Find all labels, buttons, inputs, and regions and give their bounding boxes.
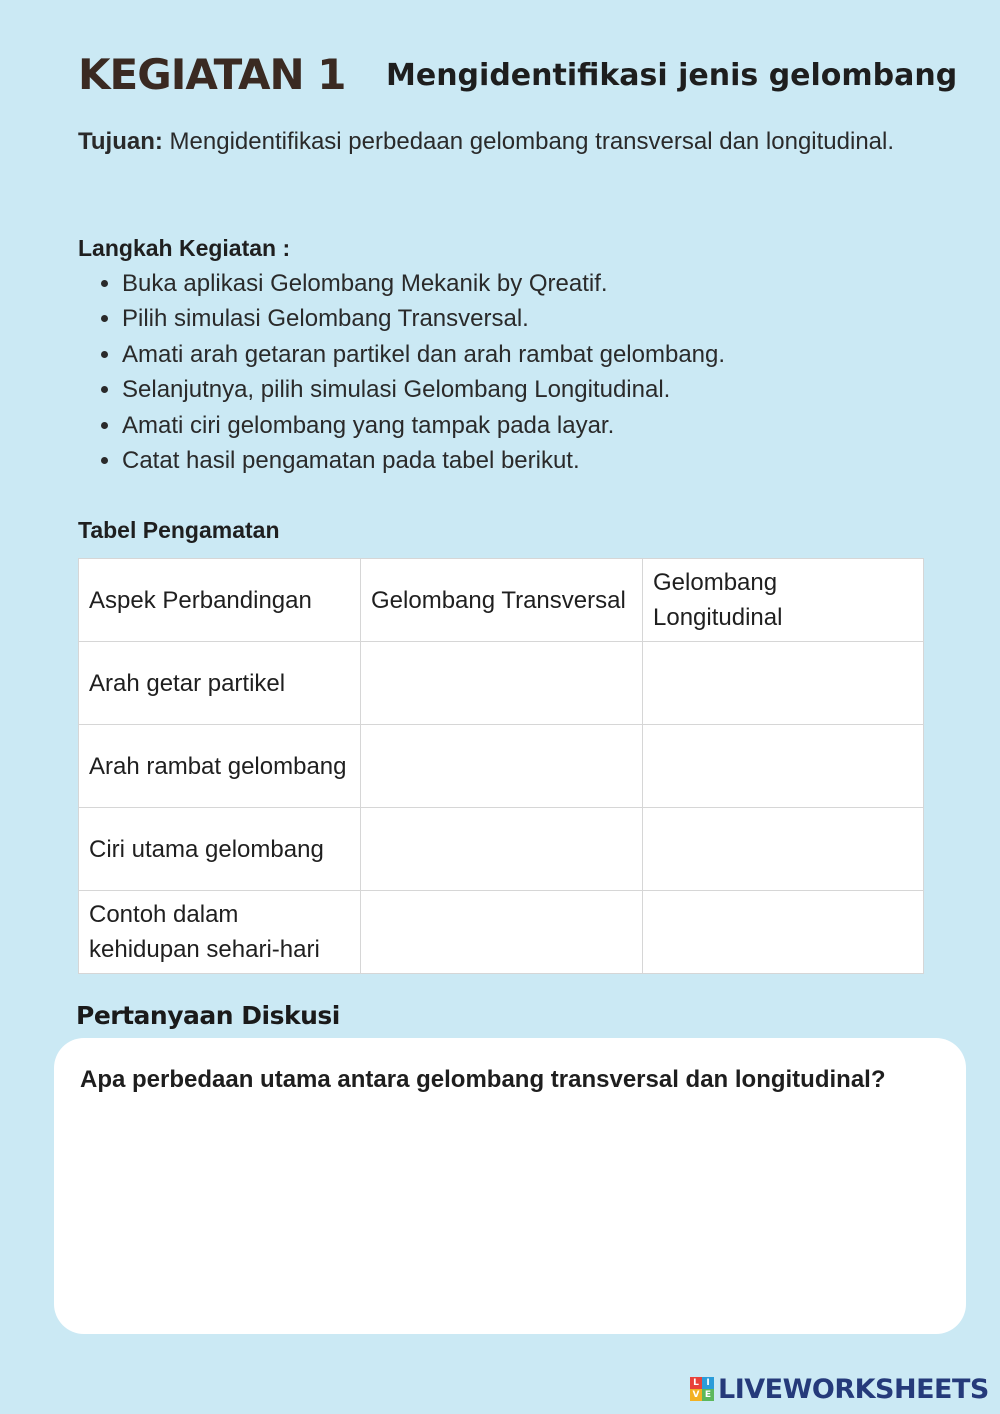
table-row [79, 642, 924, 725]
answer-cell-longitudinal[interactable] [643, 642, 924, 725]
brand-name: LIVEWORKSHEETS [718, 1373, 989, 1405]
discussion-answer-box [54, 1038, 966, 1334]
column-header-longitudinal: Gelombang Longitudinal [643, 559, 924, 642]
observation-table [78, 558, 924, 974]
activity-title: Mengidentifikasi jenis gelombang [386, 58, 958, 93]
step-item: • Amati arah getaran partikel dan arah rambat gelombang. [122, 337, 725, 372]
step-item: • Selanjutnya, pilih simulasi Gelombang Longitudinal. [122, 372, 725, 407]
steps-list [78, 266, 725, 478]
table-row [79, 891, 924, 974]
logo-letter: I [702, 1377, 714, 1389]
logo-letter: E [702, 1389, 714, 1401]
answer-cell-longitudinal[interactable] [643, 725, 924, 808]
table-heading: Tabel Pengamatan [78, 517, 280, 543]
answer-cell-transversal[interactable] [361, 808, 643, 891]
discussion-heading: Pertanyaan Diskusi [76, 1001, 340, 1030]
answer-cell-transversal[interactable] [361, 725, 643, 808]
steps-heading: Langkah Kegiatan : [78, 235, 291, 261]
liveworksheets-brand [690, 1372, 989, 1406]
purpose-text: Mengidentifikasi perbedaan gelombang transversal dan longitudinal. [169, 128, 895, 155]
row-label: Arah getar partikel [79, 642, 361, 725]
table-row [79, 725, 924, 808]
row-label: Contoh dalam kehidupan sehari-hari [79, 891, 361, 974]
liveworksheets-logo-icon [690, 1377, 714, 1401]
discussion-question: Apa perbedaan utama antara gelombang transversal dan longitudinal? [80, 1066, 886, 1093]
step-item: • Catat hasil pengamatan pada tabel berikut. [122, 443, 725, 478]
step-item: • Pilih simulasi Gelombang Transversal. [122, 301, 725, 336]
answer-cell-transversal[interactable] [361, 642, 643, 725]
step-item: • Buka aplikasi Gelombang Mekanik by Qreatif. [122, 266, 725, 301]
answer-cell-longitudinal[interactable] [643, 808, 924, 891]
discussion-answer-input[interactable] [80, 1142, 944, 1316]
table-row [79, 808, 924, 891]
answer-cell-longitudinal[interactable] [643, 891, 924, 974]
logo-letter: L [690, 1377, 702, 1389]
step-item: • Amati ciri gelombang yang tampak pada layar. [122, 408, 725, 443]
column-header-transversal: Gelombang Transversal [361, 559, 643, 642]
activity-label: KEGIATAN 1 [78, 50, 346, 99]
table-header-row [79, 559, 924, 642]
column-header-aspect: Aspek Perbandingan [79, 559, 361, 642]
purpose-paragraph [78, 124, 898, 160]
answer-cell-transversal[interactable] [361, 891, 643, 974]
row-label: Arah rambat gelombang [79, 725, 361, 808]
logo-letter: V [690, 1389, 702, 1401]
purpose-label: Tujuan: [78, 128, 163, 155]
row-label: Ciri utama gelombang [79, 808, 361, 891]
